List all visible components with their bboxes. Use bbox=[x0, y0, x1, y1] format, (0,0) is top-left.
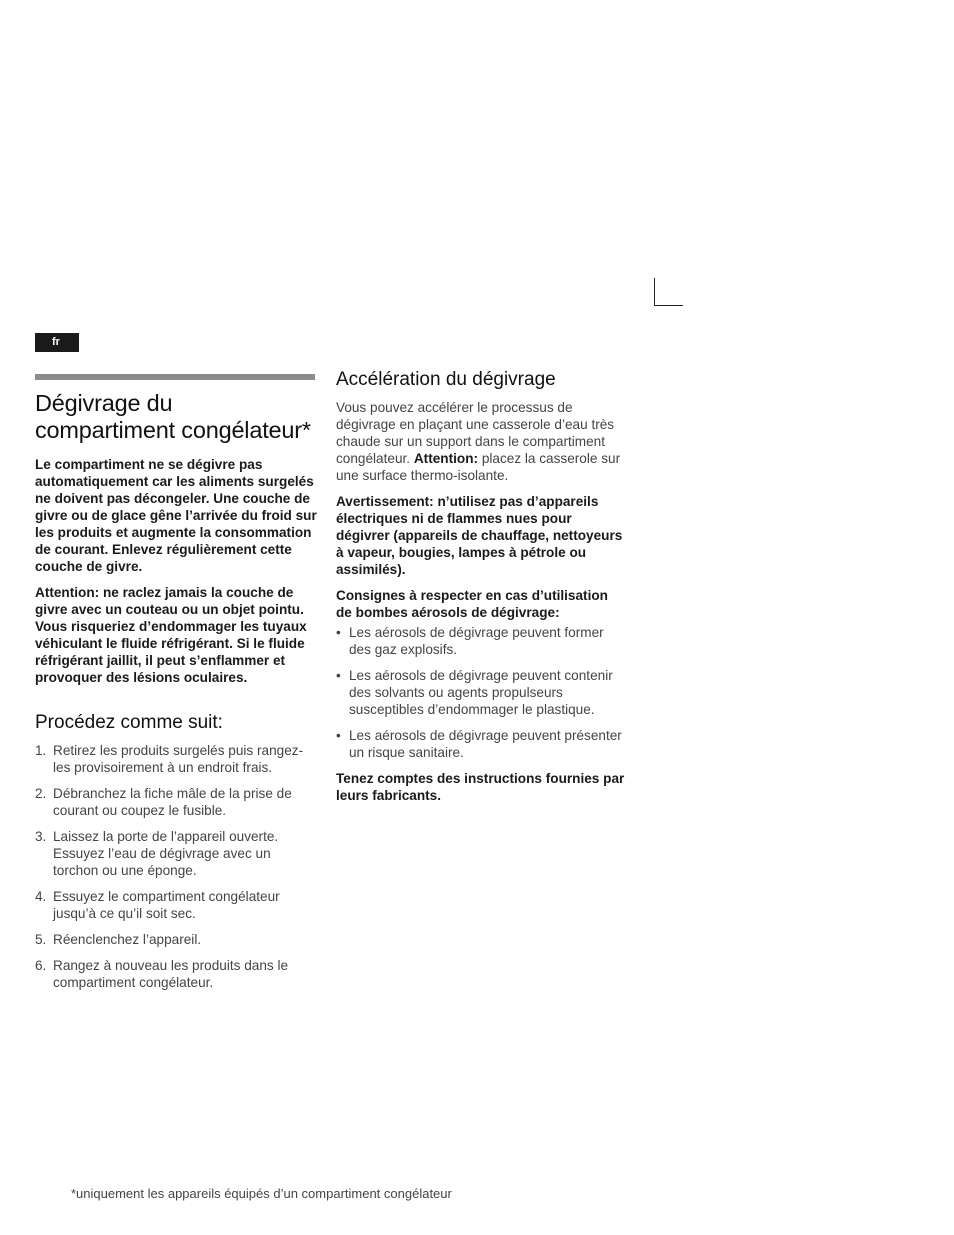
list-item bbox=[35, 785, 317, 819]
steps-heading: Procédez comme suit: bbox=[35, 712, 223, 733]
list-item bbox=[35, 957, 317, 991]
steps-list bbox=[35, 742, 317, 991]
step-text: Essuyez le compartiment congélateur jusqu’à ce qu’il soit sec. bbox=[53, 889, 280, 921]
list-item bbox=[336, 624, 626, 658]
acceleration-tail: placez la casserole sur une surface thermo-isolante. bbox=[336, 451, 621, 483]
right-column bbox=[336, 368, 626, 804]
list-item bbox=[35, 742, 317, 776]
left-column bbox=[35, 374, 317, 1000]
intro-paragraph: Le compartiment ne se dégivre pas automatiquement car les aliments surgelés ne doivent pas décongeler. Une couche de givre ou de glace gêne l’arrivée du froid sur les produits et augmente la consommation de courant. Enlevez régulièrement cette couche de givre. bbox=[35, 457, 317, 574]
list-item bbox=[35, 931, 317, 948]
language-tab: fr bbox=[35, 333, 79, 352]
list-item bbox=[35, 888, 317, 922]
aerosol-heading: Consignes à respecter en cas d’utilisation de bombes aérosols de dégivrage: bbox=[336, 588, 608, 620]
step-number: 2. bbox=[35, 786, 47, 801]
list-item bbox=[336, 727, 626, 761]
step-text: Rangez à nouveau les produits dans le compartiment congélateur. bbox=[53, 958, 289, 990]
step-number: 5. bbox=[35, 932, 47, 947]
attention-label: Attention: bbox=[413, 451, 479, 466]
bullet-icon: • bbox=[336, 668, 341, 683]
section-rule bbox=[35, 374, 315, 380]
step-text: Débranchez la fiche mâle de la prise de courant ou coupez le fusible. bbox=[53, 786, 292, 818]
closing-paragraph: Tenez comptes des instructions fournies par leurs fabricants. bbox=[336, 771, 625, 803]
bullet-text: Les aérosols de dégivrage peuvent contenir des solvants ou agents propulseurs susceptibles d’endommager le plastique. bbox=[349, 668, 613, 717]
bullet-icon: • bbox=[336, 728, 341, 743]
bullet-icon: • bbox=[336, 625, 341, 640]
step-number: 1. bbox=[35, 743, 47, 758]
aerosol-list bbox=[336, 624, 626, 761]
footnote: *uniquement les appareils équipés d’un compartiment congélateur bbox=[71, 1186, 452, 1201]
bullet-text: Les aérosols de dégivrage peuvent présenter un risque sanitaire. bbox=[349, 728, 622, 760]
step-text: Retirez les produits surgelés puis rangez-les provisoirement à un endroit frais. bbox=[53, 743, 304, 775]
warning-paragraph: Attention: ne raclez jamais la couche de givre avec un couteau ou un objet pointu. Vous risqueriez d’endommager les tuyaux véhiculant le fluide réfrigérant. Si le fluide réfrigérant jaillit, il peut s’enflammer et provoquer des lésions oculaires. bbox=[35, 585, 307, 685]
acceleration-text: Vous pouvez accélérer le processus de dégivrage en plaçant une casserole d’eau très chaude sur un support dans le compartiment congélateur. bbox=[336, 400, 615, 466]
acceleration-heading: Accélération du dégivrage bbox=[336, 369, 556, 390]
acceleration-paragraph bbox=[336, 399, 626, 484]
bullet-text: Les aérosols de dégivrage peuvent former des gaz explosifs. bbox=[349, 625, 604, 657]
crop-mark bbox=[654, 278, 683, 306]
section-title: Dégivrage du compartiment congélateur* bbox=[35, 390, 311, 443]
list-item bbox=[35, 828, 317, 879]
step-text: Réenclenchez l’appareil. bbox=[53, 932, 202, 947]
step-number: 3. bbox=[35, 829, 47, 844]
appliance-warning: Avertissement: n’utilisez pas d’appareils électriques ni de flammes nues pour dégivrer (appareils de chauffage, nettoyeurs à vapeur, bougies, lampes à pétrole ou assimilés). bbox=[336, 494, 623, 577]
step-text: Laissez la porte de l’appareil ouverte. Essuyez l’eau de dégivrage avec un torchon ou une éponge. bbox=[53, 829, 279, 878]
step-number: 6. bbox=[35, 958, 47, 973]
list-item bbox=[336, 667, 626, 718]
step-number: 4. bbox=[35, 889, 47, 904]
